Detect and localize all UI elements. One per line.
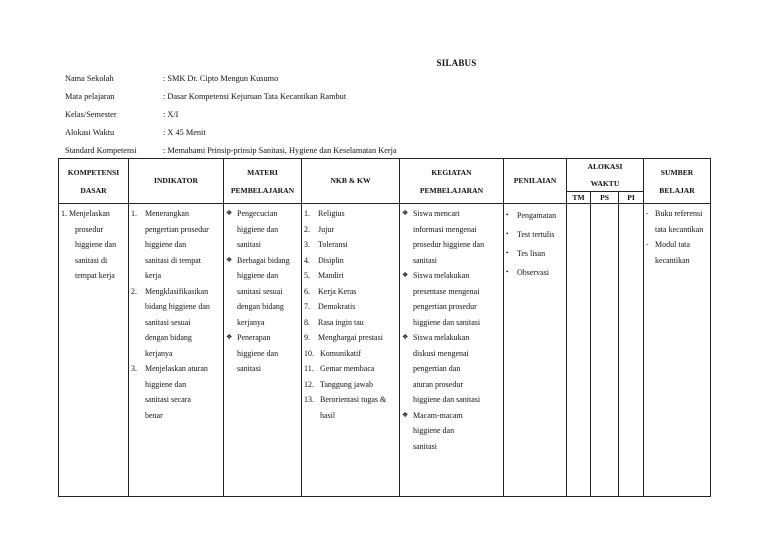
item-number: 6. — [304, 286, 310, 296]
header-tm: TM — [567, 192, 591, 204]
list-item — [131, 206, 221, 222]
list-item — [506, 206, 564, 225]
list-item — [131, 284, 221, 300]
item-text: Gemar membaca — [320, 364, 375, 373]
list-item — [304, 206, 397, 222]
item-number: 1. — [304, 209, 310, 218]
list-item — [402, 423, 501, 439]
cell-pi — [619, 204, 644, 497]
item-text: higgiene dan — [145, 240, 187, 249]
item-text: Penerapan — [237, 333, 271, 342]
info-label: Mata pelajaran — [65, 92, 115, 101]
header-text: SUMBER — [660, 167, 694, 177]
list-item — [131, 346, 221, 362]
list-item — [646, 253, 708, 269]
cell-tm — [567, 204, 591, 497]
info-value: : Memahami Prinsip-prinsip Sanitasi, Hygiene dan Keselamatan Kerja — [163, 146, 397, 155]
item-number: 4. — [304, 255, 310, 265]
list-item — [402, 237, 501, 253]
item-number: 10. — [304, 348, 314, 358]
list-item — [304, 361, 397, 377]
header-indikator: INDIKATOR — [129, 159, 224, 204]
item-number: 3. — [131, 364, 137, 373]
item-number: 5. — [304, 271, 310, 280]
list-item: 1. Menjelaskan — [61, 209, 110, 218]
list-item — [506, 225, 564, 244]
item-text: higgiene dan sanitasi — [413, 317, 481, 327]
list-item — [402, 330, 501, 346]
cell-nkb — [302, 204, 400, 497]
list-item — [131, 253, 221, 269]
item-text: kerjanya — [237, 317, 265, 327]
list-item — [304, 408, 397, 424]
header-materi — [224, 159, 302, 204]
cell-penilaian — [504, 204, 567, 497]
list-item — [402, 299, 501, 315]
item-text: Toleransi — [318, 240, 348, 249]
list-item — [226, 222, 299, 238]
header-sumber — [644, 159, 711, 204]
item-text: Pengecucian — [237, 209, 278, 218]
info-label: Standard Kompetensi — [65, 146, 137, 155]
cell-sumber — [644, 204, 711, 497]
list-item — [402, 206, 501, 222]
diamond-bullet-icon: ❖ — [402, 333, 409, 341]
list-item — [646, 222, 708, 238]
info-value: : X/I — [163, 110, 179, 119]
item-text: Mengklasifikasikan — [145, 286, 209, 296]
list-item — [304, 377, 397, 393]
bullet-icon: • — [506, 249, 509, 257]
item-text: pengertian dan — [413, 364, 461, 373]
list-item — [304, 253, 397, 269]
item-text: Test tertulis — [517, 230, 555, 239]
item-text: Menjelaskan aturan — [145, 364, 208, 373]
item-text: kecantikan — [655, 255, 690, 265]
item-text: aturan prosedur — [413, 379, 463, 389]
cell-kompetensi — [59, 204, 129, 497]
list-item — [304, 346, 397, 362]
header-penilaian: PENILAIAN — [504, 159, 567, 204]
list-item — [304, 237, 397, 253]
item-text: benar — [145, 410, 163, 420]
item-number: 12. — [304, 379, 314, 389]
header-text: ALOKASI — [587, 162, 623, 171]
item-text: sanitasi — [413, 255, 437, 265]
diamond-bullet-icon: ❖ — [402, 410, 409, 419]
list-item — [304, 315, 397, 331]
item-text: Buku referensi — [655, 209, 703, 218]
list-item — [131, 299, 221, 315]
list-item — [304, 222, 397, 238]
item-text: sanitasi — [413, 441, 437, 451]
item-number: 2. — [304, 224, 310, 234]
list-item — [646, 206, 708, 222]
item-text: Berbagai bidang — [237, 255, 290, 265]
list-item — [226, 253, 299, 269]
bullet-icon: • — [506, 211, 509, 219]
item-text: sanitasi sesuai — [145, 317, 191, 327]
item-text: Observasi — [517, 268, 549, 277]
list-item — [131, 361, 221, 377]
header-text: KOMPETENSI — [67, 167, 120, 177]
cell-materi — [224, 204, 302, 497]
dash-bullet-icon: - — [646, 209, 649, 217]
item-text: pengertian prosedur — [145, 224, 209, 234]
list-item — [304, 268, 397, 284]
item-text: Rasa ingin tau — [318, 317, 364, 327]
item-text: dengan bidang — [145, 333, 192, 342]
list-item — [131, 392, 221, 408]
item-text: higgiene dan — [237, 271, 279, 280]
info-value: : X 45 Menit — [163, 128, 206, 137]
item-text: hasil — [320, 410, 336, 420]
item-text: Menerangkan — [145, 209, 189, 218]
list-item — [131, 237, 221, 253]
header-ps: PS — [591, 192, 619, 204]
item-text: Menghargai prestasi — [318, 333, 383, 342]
header-nkb: NKB & KW — [302, 159, 400, 204]
item-text: presentase mengenai — [413, 286, 480, 296]
header-text: DASAR — [80, 185, 107, 195]
list-item — [131, 408, 221, 424]
info-label: Kelas/Semester — [65, 110, 117, 119]
table-row — [59, 204, 711, 497]
item-text: tata kecantikan — [655, 224, 704, 234]
list-item: higgiene dan — [75, 240, 117, 249]
item-text: kerjanya — [145, 348, 173, 358]
list-item — [131, 268, 221, 284]
list-item — [402, 439, 501, 455]
item-text: Siswa mencari — [413, 209, 460, 218]
list-item — [131, 222, 221, 238]
item-text: Tanggung jawab — [320, 379, 373, 389]
header-pi: PI — [619, 192, 644, 204]
list-item — [226, 361, 299, 377]
list-item — [226, 315, 299, 331]
list-item — [402, 361, 501, 377]
list-item — [402, 408, 501, 424]
header-text: PEMBELAJARAN — [419, 185, 484, 195]
list-item — [226, 330, 299, 346]
item-text: kerja — [145, 271, 161, 280]
header-text: KEGIATAN — [431, 167, 472, 177]
item-number: 8. — [304, 317, 310, 327]
item-text: higgiene dan sanitasi — [413, 395, 481, 404]
item-text: Komunikatif — [320, 348, 361, 358]
header-text: WAKTU — [590, 179, 620, 188]
list-item — [402, 346, 501, 362]
header-text: BELAJAR — [659, 185, 695, 195]
list-item — [402, 284, 501, 300]
list-item — [131, 330, 221, 346]
list-item — [304, 299, 397, 315]
list-item — [226, 346, 299, 362]
header-text: PEMBELAJARAN — [230, 185, 295, 195]
header-kegiatan — [400, 159, 504, 204]
item-text: Religius — [318, 209, 345, 218]
item-text: Kerja Keras — [318, 286, 357, 296]
list-item — [402, 222, 501, 238]
diamond-bullet-icon: ❖ — [226, 209, 233, 217]
item-text: sanitasi di tempat — [145, 255, 201, 265]
item-text: higgiene dan — [237, 348, 279, 358]
item-text: prosedur higgiene dan — [413, 240, 485, 249]
header-row — [59, 159, 711, 192]
header-text: MATERI — [247, 167, 278, 177]
item-text: Jujur — [318, 224, 334, 234]
list-item — [131, 377, 221, 393]
item-text: sanitasi sesuai — [237, 286, 283, 296]
list-item: tempat kerja — [75, 271, 115, 280]
info-label: Nama Sekolah — [65, 74, 114, 83]
item-text: Modul tata — [655, 240, 690, 249]
item-text: Siswa melakukan — [413, 333, 470, 342]
list-item — [646, 237, 708, 253]
item-text: sanitasi — [237, 364, 261, 373]
item-number: 1. — [131, 209, 137, 218]
diamond-bullet-icon: ❖ — [402, 271, 409, 279]
item-text: Siswa melakukan — [413, 271, 470, 280]
list-item — [226, 284, 299, 300]
cell-indikator — [129, 204, 224, 497]
list-item — [402, 253, 501, 269]
item-text: higgiene dan — [145, 379, 187, 389]
list-item — [226, 237, 299, 253]
item-number: 2. — [131, 286, 137, 296]
list-item — [402, 377, 501, 393]
info-value: : SMK Dr. Cipto Mengun Kusumo — [163, 74, 279, 83]
list-item — [226, 299, 299, 315]
item-text: Berorientasi tugas & — [320, 395, 387, 404]
list-item — [131, 315, 221, 331]
item-text: Demokratis — [318, 302, 356, 311]
list-item — [402, 315, 501, 331]
list-item: prosedur — [75, 224, 103, 234]
item-number: 13. — [304, 395, 314, 404]
list-item — [506, 263, 564, 282]
list-item — [304, 284, 397, 300]
item-text: Disiplin — [318, 255, 344, 265]
info-label: Alokasi Waktu — [65, 128, 115, 137]
item-text: informasi mengenai — [413, 224, 477, 234]
diamond-bullet-icon: ❖ — [226, 333, 233, 341]
list-item — [304, 330, 397, 346]
list-item — [402, 268, 501, 284]
item-number: 11. — [304, 364, 314, 373]
list-item — [226, 268, 299, 284]
list-item — [226, 206, 299, 222]
cell-ps — [591, 204, 619, 497]
item-text: bidang higgiene dan — [145, 302, 210, 311]
bullet-icon: • — [506, 268, 509, 276]
list-item — [506, 244, 564, 263]
item-number: 9. — [304, 333, 310, 342]
list-item — [304, 392, 397, 408]
cell-kegiatan — [400, 204, 504, 497]
diamond-bullet-icon: ❖ — [402, 209, 409, 217]
list-item — [402, 392, 501, 408]
document-title: SILABUS — [436, 58, 477, 68]
item-text: pengertian prosedur — [413, 302, 477, 311]
item-text: diskusi mengenai — [413, 348, 469, 358]
item-number: 3. — [304, 240, 310, 249]
info-value: : Dasar Kompetensi Kejuruan Tata Kecantikan Rambut — [163, 92, 347, 101]
item-text: Macam-macam — [413, 410, 463, 420]
syllabus-table — [58, 158, 711, 497]
item-text: dengan bidang — [237, 302, 284, 311]
header-alokasi — [567, 159, 644, 192]
item-number: 7. — [304, 302, 310, 311]
item-text: Mandiri — [318, 271, 344, 280]
dash-bullet-icon: - — [646, 240, 649, 248]
item-text: Tes lisan — [517, 249, 546, 258]
item-text: sanitasi — [237, 240, 261, 249]
header-kompetensi — [59, 159, 129, 204]
item-text: higgiene dan — [413, 426, 455, 435]
item-text: sanitasi secara — [145, 395, 191, 404]
list-item: sanitasi di — [75, 255, 108, 265]
bullet-icon: • — [506, 230, 509, 238]
diamond-bullet-icon: ❖ — [226, 255, 233, 264]
item-text: higgiene dan — [237, 224, 279, 234]
item-text: Pengamatan — [517, 211, 557, 220]
